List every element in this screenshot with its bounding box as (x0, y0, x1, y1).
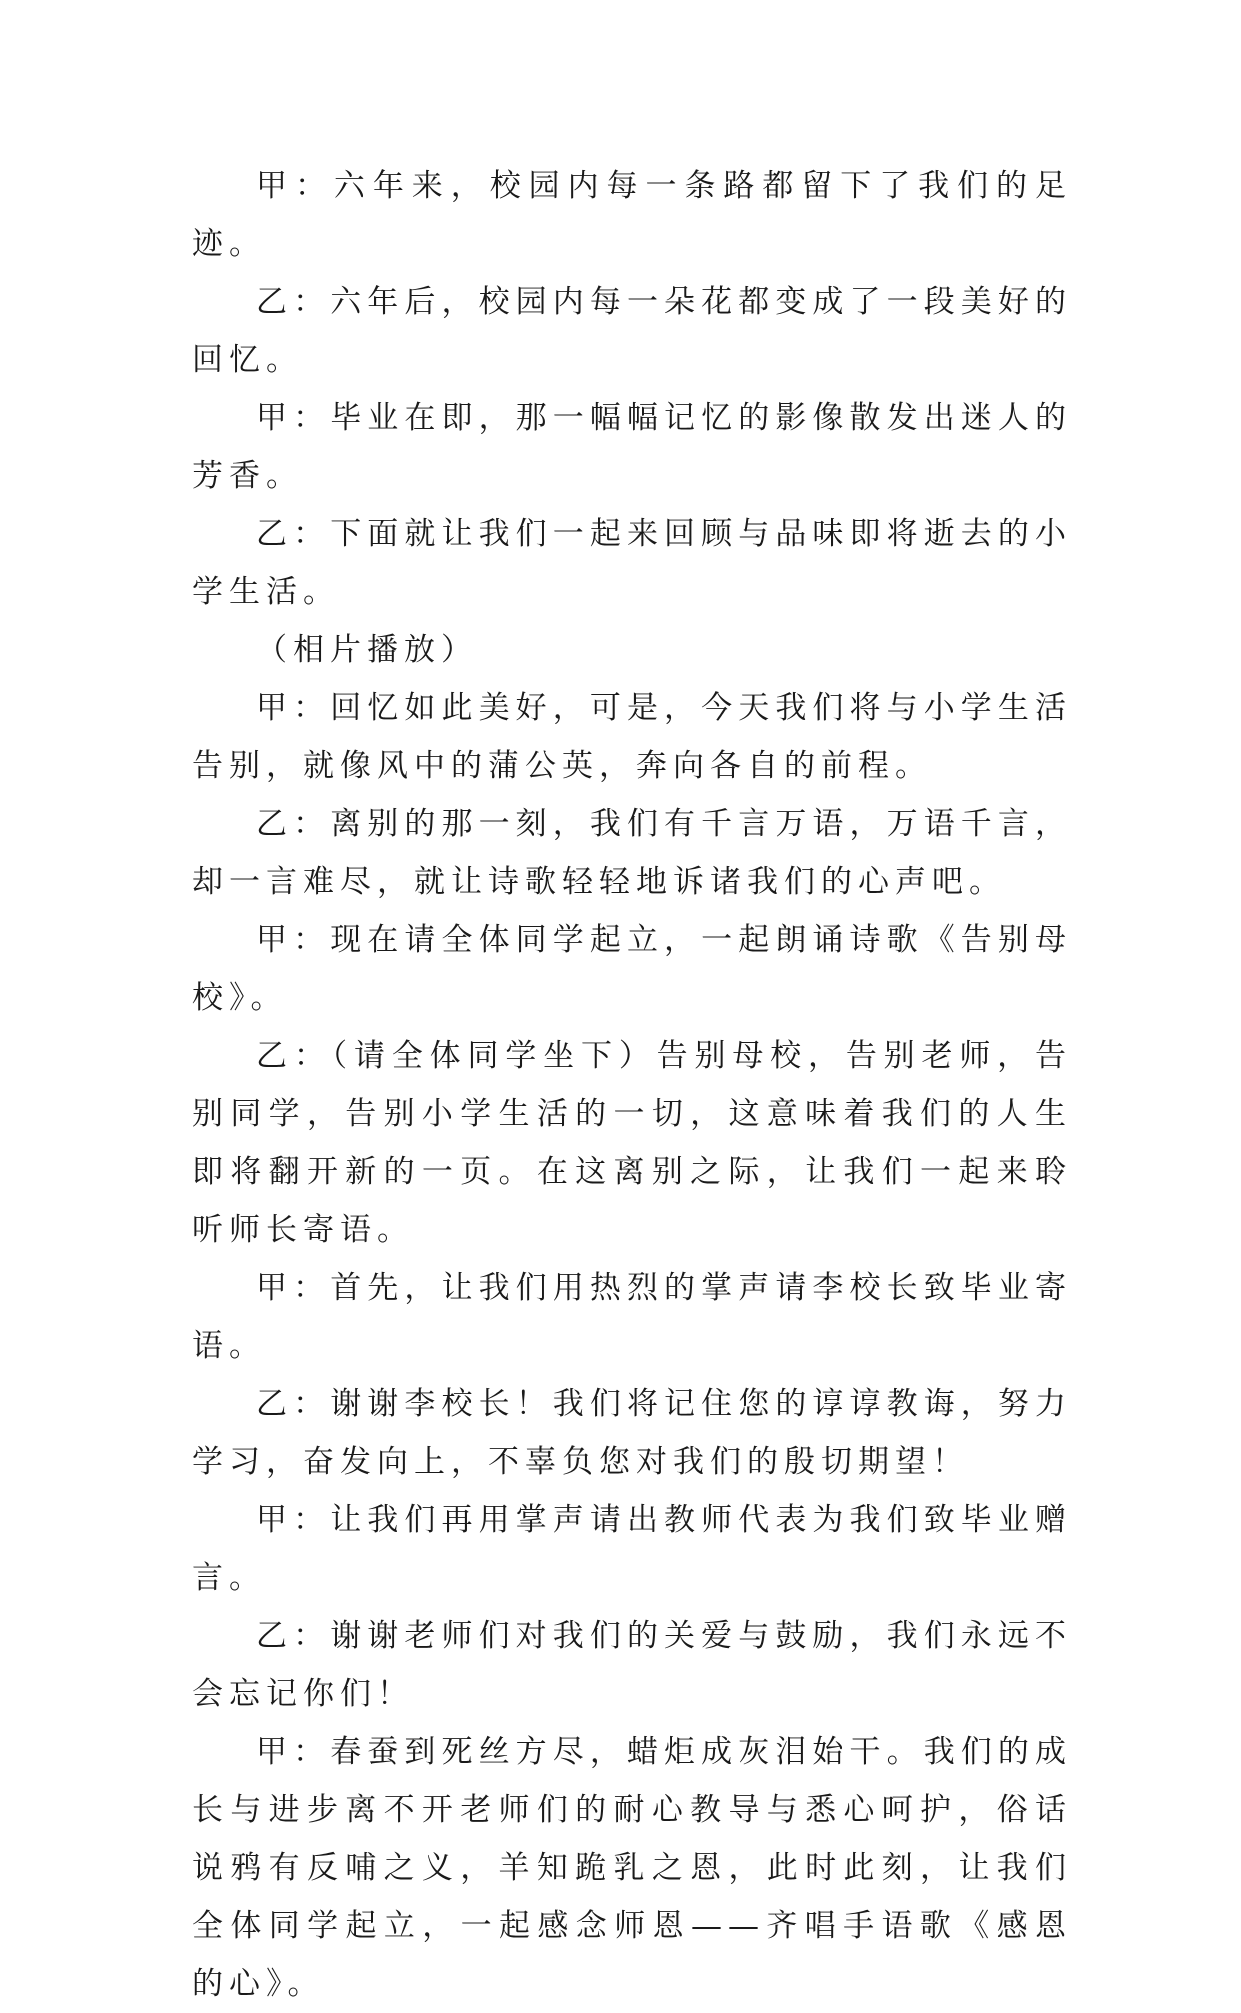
paragraph-4: 乙：下面就让我们一起来回顾与品味即将逝去的小学生活。 (192, 516, 1072, 610)
paragraph-14: 甲：春蚕到死丝方尽，蜡炬成灰泪始干。我们的成长与进步离不开老师们的耐心教导与悉心呵护，俗话说鸦有反哺之义，羊知跪乳之恩，此时此刻，让我们全体同学起立，一起感念师恩——齐唱手语歌《感恩的心》。 (192, 1734, 1072, 2002)
paragraph-5: （相片播放） (256, 632, 478, 668)
paragraph-11: 乙：谢谢李校长！我们将记住您的谆谆教诲，努力学习，奋发向上，不辜负您对我们的殷切期望！ (192, 1386, 1072, 1480)
paragraph-13: 乙：谢谢老师们对我们的关爱与鼓励，我们永远不会忘记你们！ (192, 1618, 1072, 1712)
paragraph-9: 乙：（请全体同学坐下）告别母校，告别老师，告别同学，告别小学生活的一切，这意味着我们的人生即将翻开新的一页。在这离别之际，让我们一起来聆听师长寄语。 (192, 1038, 1072, 1248)
paragraph-2: 乙：六年后，校园内每一朵花都变成了一段美好的回忆。 (192, 284, 1072, 378)
paragraph-6: 甲：回忆如此美好，可是，今天我们将与小学生活告别，就像风中的蒲公英，奔向各自的前程。 (192, 690, 1072, 784)
document-body (192, 157, 1072, 2013)
paragraph-7: 乙：离别的那一刻，我们有千言万语，万语千言，却一言难尽，就让诗歌轻轻地诉诸我们的心声吧。 (192, 806, 1072, 900)
paragraph-12: 甲：让我们再用掌声请出教师代表为我们致毕业赠言。 (192, 1502, 1072, 1596)
paragraph-1: 甲：六年来，校园内每一条路都留下了我们的足迹。 (192, 168, 1072, 262)
paragraph-3: 甲：毕业在即，那一幅幅记忆的影像散发出迷人的芳香。 (192, 400, 1072, 494)
paragraph-8: 甲：现在请全体同学起立，一起朗诵诗歌《告别母校》。 (192, 922, 1072, 1016)
paragraph-10: 甲：首先，让我们用热烈的掌声请李校长致毕业寄语。 (192, 1270, 1072, 1364)
